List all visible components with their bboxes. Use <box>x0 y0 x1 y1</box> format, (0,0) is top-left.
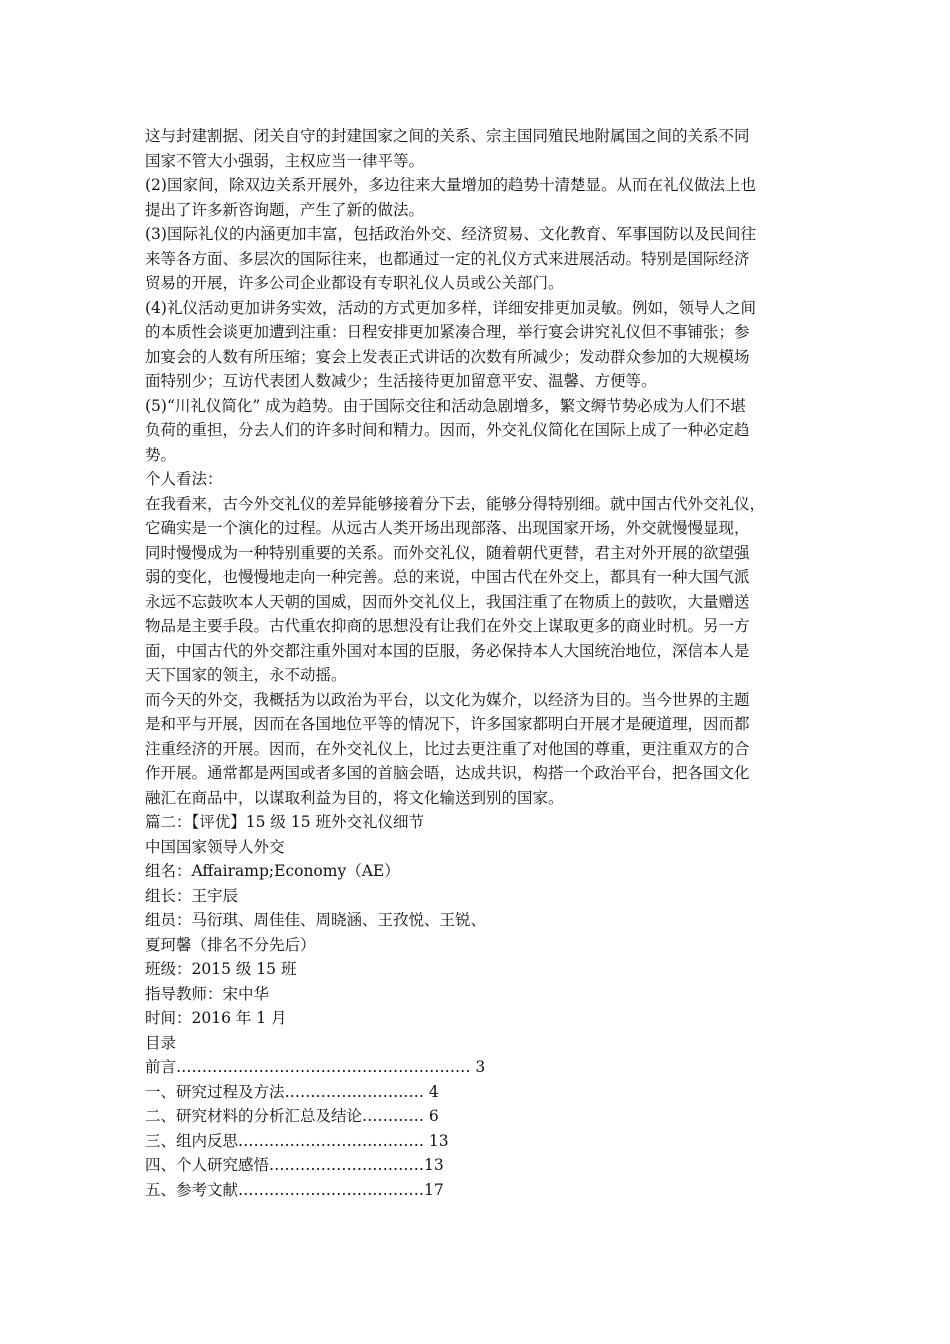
text-line: 班级：2015 级 15 班 <box>145 960 297 978</box>
toc-entry: 二、研究材料的分析汇总及结论………… 6 <box>145 1107 439 1125</box>
text-line: 同时慢慢成为一种特别重要的关系。而外交礼仪，随着朝代更替，君主对外开展的欲望强 <box>145 543 750 562</box>
toc-entry: 五、参考文献………………………………17 <box>145 1180 444 1199</box>
text-line: 永远不忘鼓吹本人天朝的国威，因而外交礼仪上，我国注重了在物质上的鼓吹，大量赠送 <box>145 592 750 611</box>
text-line: 加宴会的人数有所压缩；宴会上发表正式讲话的次数有所减少；发动群众参加的大规模场 <box>145 347 750 366</box>
section-heading: 篇二：【评优】15 级 15 班外交礼仪细节 <box>145 813 424 831</box>
text-line: 提出了许多新咨询题，产生了新的做法。 <box>145 200 425 219</box>
text-line: 贸易的开展，许多公司企业都设有专职礼仪人员或公关部门。 <box>145 274 564 292</box>
text-line: 面，中国古代的外交都注重外国对本国的臣服，务必保持本人大国统治地位，深信本人是 <box>145 641 750 660</box>
text-line: 来等各方面、多层次的国际往来，也都通过一定的礼仪方式来进展活动。特别是国际经济 <box>145 249 750 268</box>
text-line: 注重经济的开展。因而，在外交礼仪上，比过去更注重了对他国的尊重，更注重双方的合 <box>145 739 750 758</box>
text-line: 夏珂馨（排名不分先后） <box>145 935 316 954</box>
text-line: 势。 <box>145 445 177 464</box>
text-line: 作开展。通常都是两国或者多国的首脑会晤，达成共识，构搭一个政治平台，把各国文化 <box>145 764 750 782</box>
text-line: 而今天的外交，我概括为以政治为平台，以文化为媒介，以经济为目的。当今世界的主题 <box>145 690 750 709</box>
text-line: 指导教师：宋中华 <box>145 984 270 1003</box>
toc-entry: 四、个人研究感悟…………………………13 <box>145 1156 444 1174</box>
text-line: 中国国家领导人外交 <box>145 837 285 856</box>
text-line: 它确实是一个演化的过程。从远古人类开场出现部落、出现国家开场，外交就慢慢显现， <box>145 519 750 537</box>
text-line: 组名：Affairamp;Economy（AE） <box>145 862 400 880</box>
text-line: 面特别少；互访代表团人数减少；生活接待更加留意平安、温馨、方便等。 <box>145 372 657 390</box>
text-line: 的本质性会谈更加遭到注重：日程安排更加紧凑合理，举行宴会讲究礼仪但不事铺张；参 <box>145 323 750 341</box>
toc-entry: 三、组内反思……………………………… 13 <box>145 1131 449 1150</box>
text-line: 在我看来，古今外交礼仪的差异能够接着分下去，能够分得特别细。就中国古代外交礼仪， <box>145 494 766 513</box>
toc-entry: 一、研究过程及方法……………………… 4 <box>145 1082 439 1101</box>
text-line: 物品是主要手段。古代重农抑商的思想没有让我们在外交上谋取更多的商业时机。另一方 <box>145 617 750 635</box>
text-line: 组员：马衍琪、周佳佳、周晓涵、王孜悦、王锐、 <box>145 911 487 929</box>
text-line: (2)国家间，除双边关系开展外，多边往来大量增加的趋势十清楚显。从而在礼仪做法上也 <box>145 176 756 194</box>
toc-entry: 前言………………………………………………… 3 <box>145 1058 486 1076</box>
text-line: 时间：2016 年 1 月 <box>145 1009 287 1027</box>
text-line: 弱的变化，也慢慢地走向一种完善。总的来说，中国古代在外交上，都具有一种大国气派 <box>145 568 750 586</box>
text-line: 这与封建割据、闭关自守的封建国家之间的关系、宗主国同殖民地附属国之间的关系不同 <box>145 127 750 145</box>
text-line: 融汇在商品中，以谋取利益为目的，将文化输送到别的国家。 <box>145 788 564 807</box>
text-line: 负荷的重担，分去人们的许多时间和精力。因而，外交礼仪简化在国际上成了一种必定趋 <box>145 421 750 439</box>
toc-heading: 目录 <box>145 1033 177 1052</box>
text-line: (3)国际礼仪的内涵更加丰富，包括政治外交、经济贸易、文化教育、军事国防以及民间往 <box>145 225 756 243</box>
text-line: (5)“川礼仪简化” 成为趋势。由于国际交往和活动急剧增多，繁文缛节势必成为人们不堪 <box>145 396 746 415</box>
text-line: 个人看法： <box>145 470 223 488</box>
text-line: 国家不管大小强弱，主权应当一律平等。 <box>145 151 425 170</box>
text-line: 天下国家的领主，永不动摇。 <box>145 666 347 684</box>
text-line: 组长：王宇辰 <box>145 886 239 905</box>
document-body <box>145 124 825 1202</box>
text-line: 是和平与开展，因而在各国地位平等的情况下，许多国家都明白开展才是硬道理，因而都 <box>145 715 750 733</box>
text-line: (4)礼仪活动更加讲务实效，活动的方式更加多样，详细安排更加灵敏。例如，领导人之间 <box>145 298 756 317</box>
